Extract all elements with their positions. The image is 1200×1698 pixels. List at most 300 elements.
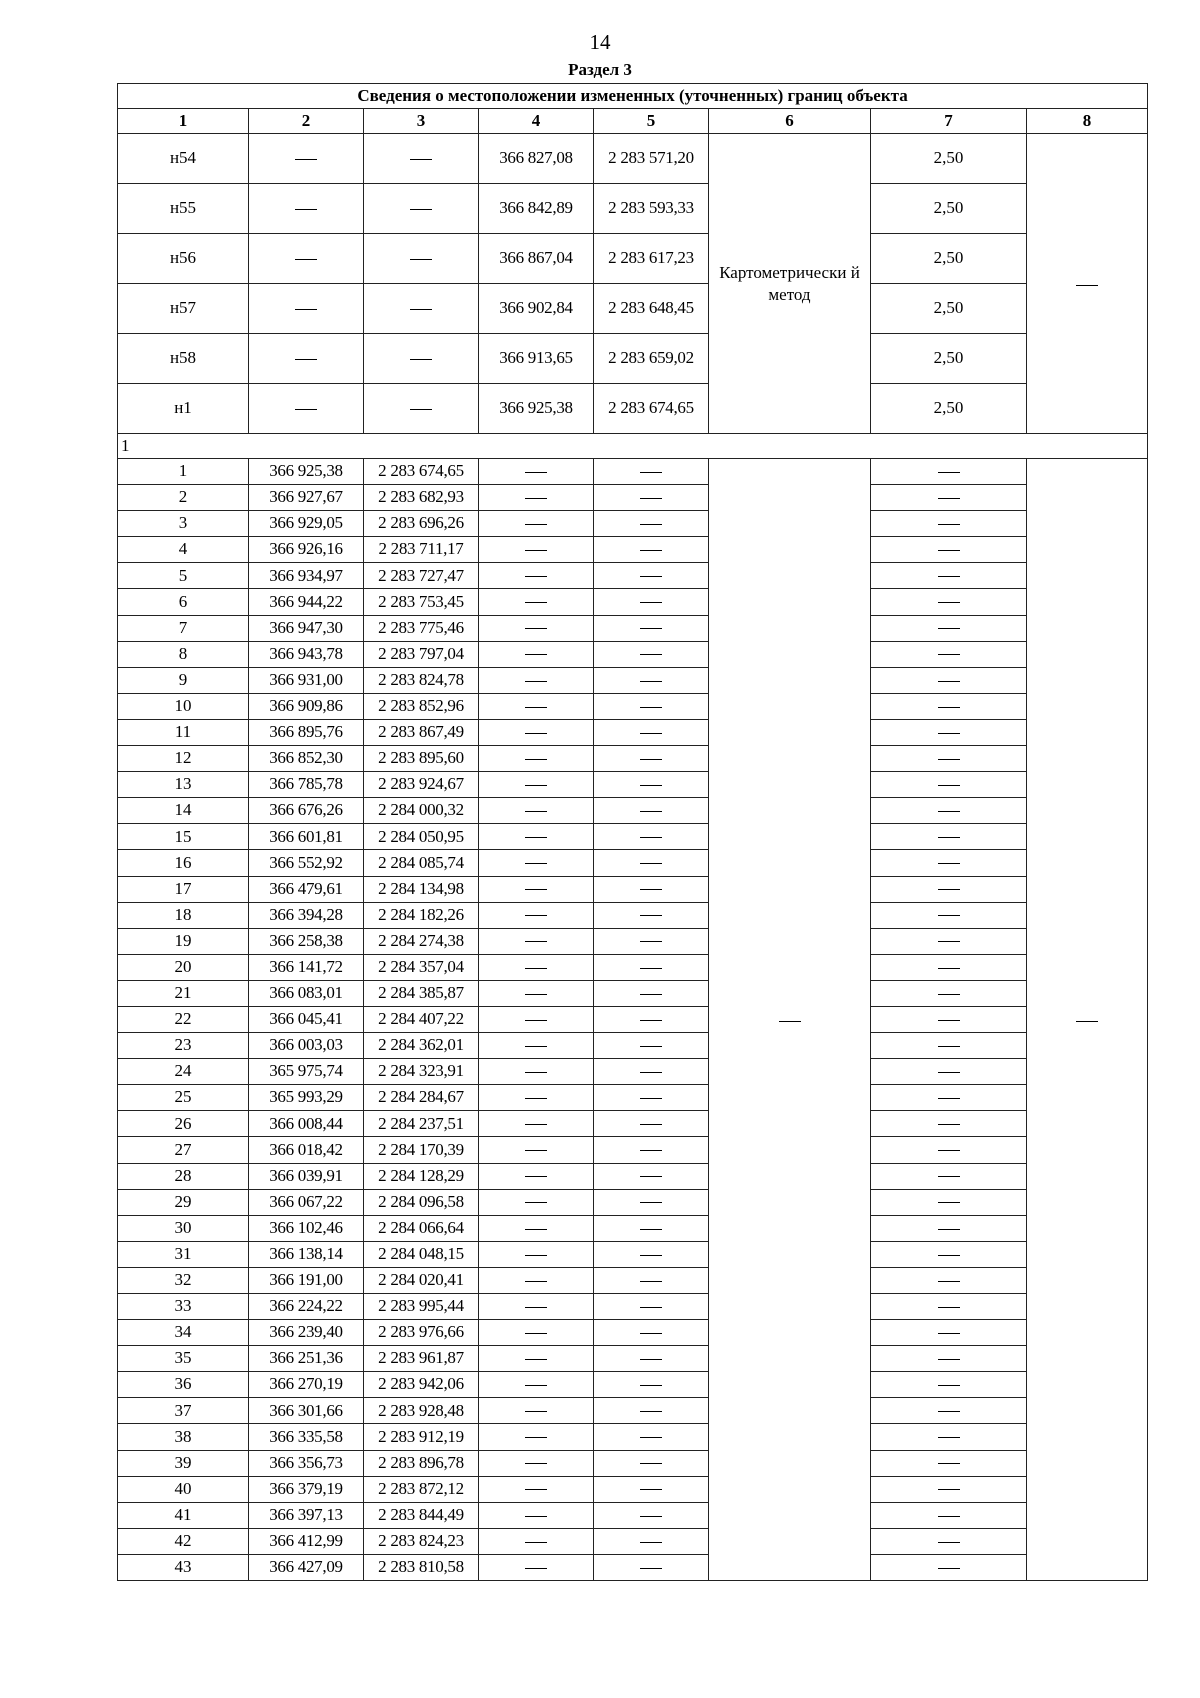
- dash-mark: [640, 889, 662, 890]
- cell-col7: [871, 902, 1027, 928]
- cell-col5: [594, 1528, 709, 1554]
- cell-col7: [871, 824, 1027, 850]
- cell-col7: [871, 1320, 1027, 1346]
- cell-col7: [871, 1554, 1027, 1580]
- cell-col7: [871, 1372, 1027, 1398]
- dash-mark: [779, 1021, 801, 1022]
- dash-mark: [295, 209, 317, 210]
- cell-coord-y: 2 284 182,26: [364, 902, 479, 928]
- cell-coord-y: 2 284 237,51: [364, 1111, 479, 1137]
- point-number: 38: [118, 1424, 249, 1450]
- dash-mark: [938, 994, 960, 995]
- dash-mark: [938, 863, 960, 864]
- contour-label: 1: [118, 434, 1148, 459]
- dash-mark: [640, 1046, 662, 1047]
- page-number: 14: [589, 30, 611, 54]
- table-row: [118, 824, 1148, 850]
- dash-mark: [525, 1229, 547, 1230]
- dash-mark: [525, 733, 547, 734]
- table-row: [118, 384, 1148, 434]
- cell-col4: [479, 1137, 594, 1163]
- cell-coord-x: 365 975,74: [249, 1059, 364, 1085]
- dash-mark: [525, 524, 547, 525]
- cell-coord-x: 366 102,46: [249, 1215, 364, 1241]
- cell-col4: [479, 1006, 594, 1032]
- point-number: 15: [118, 824, 249, 850]
- dash-mark: [938, 733, 960, 734]
- cell-coord-y: 2 284 000,32: [364, 798, 479, 824]
- dash-mark: [525, 628, 547, 629]
- dash-mark: [640, 941, 662, 942]
- cell-col4: [479, 1189, 594, 1215]
- cell-col7: [871, 1111, 1027, 1137]
- cell-coord-x: 366 909,86: [249, 693, 364, 719]
- cell-coord-x: 366 927,67: [249, 485, 364, 511]
- cell-col5: [594, 1163, 709, 1189]
- cell-col7: [871, 641, 1027, 667]
- dash-mark: [640, 1150, 662, 1151]
- table-row: [118, 1241, 1148, 1267]
- cell-col4: [479, 641, 594, 667]
- dash-mark: [410, 409, 432, 410]
- cell-coord-y: 2 284 284,67: [364, 1085, 479, 1111]
- cell-col5: [594, 980, 709, 1006]
- dash-mark: [525, 1020, 547, 1021]
- cell-col7: [871, 693, 1027, 719]
- column-number-4: 4: [479, 109, 594, 134]
- dash-mark: [938, 524, 960, 525]
- point-number: 33: [118, 1294, 249, 1320]
- cell-coord-y: 2 283 928,48: [364, 1398, 479, 1424]
- cell-col5: [594, 693, 709, 719]
- cell-coord-x: 366 427,09: [249, 1554, 364, 1580]
- dash-mark: [525, 1333, 547, 1334]
- cell-col7: [871, 876, 1027, 902]
- dash-mark: [938, 1359, 960, 1360]
- table-row: [118, 1215, 1148, 1241]
- dash-mark: [938, 1150, 960, 1151]
- point-number: 32: [118, 1267, 249, 1293]
- dash-mark: [938, 889, 960, 890]
- table-row: [118, 876, 1148, 902]
- cell-col7: [871, 850, 1027, 876]
- cell-col4: [479, 954, 594, 980]
- dash-mark: [938, 550, 960, 551]
- boundary-table: [117, 83, 1148, 1581]
- point-number: 2: [118, 485, 249, 511]
- table-row: [118, 234, 1148, 284]
- table-row: [118, 184, 1148, 234]
- dash-mark: [640, 837, 662, 838]
- table-row: [118, 1346, 1148, 1372]
- cell-col7: 2,50: [871, 234, 1027, 284]
- cell-coord-y: 2 283 674,65: [364, 459, 479, 485]
- cell-col2: [249, 134, 364, 184]
- dash-mark: [640, 628, 662, 629]
- dash-mark: [938, 472, 960, 473]
- dash-mark: [640, 1176, 662, 1177]
- cell-coord-x: 366 479,61: [249, 876, 364, 902]
- cell-coord-y: 2 283 976,66: [364, 1320, 479, 1346]
- cell-col4: [479, 1059, 594, 1085]
- cell-coord-y: 2 284 020,41: [364, 1267, 479, 1293]
- cell-coord-y: 2 284 385,87: [364, 980, 479, 1006]
- dash-mark: [525, 1307, 547, 1308]
- cell-col5: [594, 928, 709, 954]
- column-number-2: 2: [249, 109, 364, 134]
- dash-mark: [938, 1333, 960, 1334]
- cell-coord-x: 366 138,14: [249, 1241, 364, 1267]
- cell-coord-y: 2 284 048,15: [364, 1241, 479, 1267]
- cell-coord-x: 366 412,99: [249, 1528, 364, 1554]
- cell-coord-y: 2 283 696,26: [364, 511, 479, 537]
- table-row: [118, 641, 1148, 667]
- dash-mark: [525, 1072, 547, 1073]
- cell-col8-merged: [1027, 459, 1148, 1581]
- cell-col7: [871, 772, 1027, 798]
- dash-mark: [525, 1437, 547, 1438]
- dash-mark: [640, 915, 662, 916]
- point-number: 34: [118, 1320, 249, 1346]
- dash-mark: [640, 707, 662, 708]
- table-row: [118, 1059, 1148, 1085]
- dash-mark: [295, 259, 317, 260]
- dash-mark: [640, 1489, 662, 1490]
- cell-coord-x: 366 251,36: [249, 1346, 364, 1372]
- cell-col4: [479, 1346, 594, 1372]
- cell-col4: [479, 1528, 594, 1554]
- dash-mark: [938, 1385, 960, 1386]
- cell-coord-x: 366 379,19: [249, 1476, 364, 1502]
- table-row: [118, 746, 1148, 772]
- cell-col5: [594, 850, 709, 876]
- dash-mark: [525, 915, 547, 916]
- cell-col5: [594, 772, 709, 798]
- dash-mark: [295, 409, 317, 410]
- dash-mark: [295, 309, 317, 310]
- cell-coord-y: 2 284 407,22: [364, 1006, 479, 1032]
- cell-col7: 2,50: [871, 334, 1027, 384]
- dash-mark: [640, 1124, 662, 1125]
- column-number-7: 7: [871, 109, 1027, 134]
- dash-mark: [640, 550, 662, 551]
- cell-col5: [594, 902, 709, 928]
- cell-col7: [871, 511, 1027, 537]
- cell-col7: [871, 1137, 1027, 1163]
- cell-col4: [479, 459, 594, 485]
- cell-col5: [594, 615, 709, 641]
- cell-col7: [871, 980, 1027, 1006]
- cell-coord-x: 366 944,22: [249, 589, 364, 615]
- cell-col5: [594, 719, 709, 745]
- dash-mark: [525, 1411, 547, 1412]
- cell-coord-x: 366 934,97: [249, 563, 364, 589]
- dash-mark: [525, 1463, 547, 1464]
- cell-col4: [479, 719, 594, 745]
- cell-col4: [479, 1424, 594, 1450]
- cell-col5: [594, 641, 709, 667]
- cell-col5: [594, 1476, 709, 1502]
- dash-mark: [410, 359, 432, 360]
- cell-col4: [479, 980, 594, 1006]
- table-row: [118, 284, 1148, 334]
- dash-mark: [640, 1516, 662, 1517]
- cell-coord-y: 2 284 274,38: [364, 928, 479, 954]
- dash-mark: [295, 159, 317, 160]
- table-row: [118, 615, 1148, 641]
- point-id: н54: [118, 134, 249, 184]
- cell-col5: [594, 876, 709, 902]
- point-number: 37: [118, 1398, 249, 1424]
- dash-mark: [640, 785, 662, 786]
- cell-col7: [871, 1502, 1027, 1528]
- cell-col5: [594, 511, 709, 537]
- dash-mark: [640, 968, 662, 969]
- point-number: 25: [118, 1085, 249, 1111]
- table-row: [118, 667, 1148, 693]
- cell-coord-y: 2 283 659,02: [594, 334, 709, 384]
- cell-col4: [479, 902, 594, 928]
- dash-mark: [525, 1542, 547, 1543]
- dash-mark: [938, 1229, 960, 1230]
- column-number-8: 8: [1027, 109, 1148, 134]
- dash-mark: [640, 733, 662, 734]
- cell-col3: [364, 384, 479, 434]
- dash-mark: [938, 1542, 960, 1543]
- table-row: [118, 134, 1148, 184]
- table-row: [118, 1554, 1148, 1580]
- dash-mark: [938, 654, 960, 655]
- dash-mark: [640, 1202, 662, 1203]
- cell-coord-y: 2 283 961,87: [364, 1346, 479, 1372]
- dash-mark: [938, 1411, 960, 1412]
- cell-coord-x: 366 926,16: [249, 537, 364, 563]
- dash-mark: [525, 1098, 547, 1099]
- cell-col7: [871, 1398, 1027, 1424]
- cell-col4: [479, 1033, 594, 1059]
- dash-mark: [938, 1307, 960, 1308]
- cell-coord-y: 2 284 357,04: [364, 954, 479, 980]
- dash-mark: [938, 1255, 960, 1256]
- dash-mark: [640, 681, 662, 682]
- cell-col7: [871, 954, 1027, 980]
- cell-coord-y: 2 283 674,65: [594, 384, 709, 434]
- point-number: 11: [118, 719, 249, 745]
- dash-mark: [938, 1202, 960, 1203]
- cell-coord-y: 2 284 170,39: [364, 1137, 479, 1163]
- cell-coord-y: 2 283 844,49: [364, 1502, 479, 1528]
- point-number: 21: [118, 980, 249, 1006]
- cell-coord-y: 2 283 995,44: [364, 1294, 479, 1320]
- cell-coord-y: 2 283 872,12: [364, 1476, 479, 1502]
- dash-mark: [525, 1385, 547, 1386]
- dash-mark: [640, 811, 662, 812]
- table-row: [118, 1111, 1148, 1137]
- point-number: 13: [118, 772, 249, 798]
- cell-col5: [594, 1033, 709, 1059]
- point-number: 8: [118, 641, 249, 667]
- cell-coord-x: 366 676,26: [249, 798, 364, 824]
- cell-col4: [479, 1554, 594, 1580]
- cell-coord-x: 366 270,19: [249, 1372, 364, 1398]
- cell-col7: [871, 1241, 1027, 1267]
- point-number: 16: [118, 850, 249, 876]
- cell-coord-x: 366 224,22: [249, 1294, 364, 1320]
- point-number: 18: [118, 902, 249, 928]
- dash-mark: [525, 994, 547, 995]
- column-number-6: 6: [709, 109, 871, 134]
- dash-mark: [525, 968, 547, 969]
- cell-col4: [479, 876, 594, 902]
- cell-coord-x: 366 902,84: [479, 284, 594, 334]
- cell-col4: [479, 772, 594, 798]
- dash-mark: [640, 1385, 662, 1386]
- cell-col5: [594, 589, 709, 615]
- dash-mark: [525, 498, 547, 499]
- dash-mark: [525, 1046, 547, 1047]
- cell-coord-x: 366 943,78: [249, 641, 364, 667]
- point-number: 17: [118, 876, 249, 902]
- dash-mark: [525, 681, 547, 682]
- dash-mark: [525, 811, 547, 812]
- dash-mark: [640, 1098, 662, 1099]
- dash-mark: [938, 1568, 960, 1569]
- table-row: [118, 537, 1148, 563]
- cell-col4: [479, 1215, 594, 1241]
- cell-col7: [871, 1528, 1027, 1554]
- cell-col5: [594, 1215, 709, 1241]
- cell-coord-x: 366 045,41: [249, 1006, 364, 1032]
- dash-mark: [640, 1542, 662, 1543]
- cell-coord-x: 366 913,65: [479, 334, 594, 384]
- table-caption-row: [118, 84, 1148, 109]
- cell-col4: [479, 1294, 594, 1320]
- point-number: 1: [118, 459, 249, 485]
- dash-mark: [640, 602, 662, 603]
- cell-coord-y: 2 283 912,19: [364, 1424, 479, 1450]
- dash-mark: [938, 628, 960, 629]
- cell-col4: [479, 1320, 594, 1346]
- dash-mark: [640, 1255, 662, 1256]
- dash-mark: [410, 209, 432, 210]
- cell-col7: [871, 1033, 1027, 1059]
- cell-col3: [364, 134, 479, 184]
- cell-col7: [871, 615, 1027, 641]
- dash-mark: [525, 785, 547, 786]
- cell-coord-y: 2 283 867,49: [364, 719, 479, 745]
- cell-coord-y: 2 283 924,67: [364, 772, 479, 798]
- cell-col7: [871, 746, 1027, 772]
- cell-col3: [364, 234, 479, 284]
- dash-mark: [938, 785, 960, 786]
- point-number: 5: [118, 563, 249, 589]
- dash-mark: [525, 1150, 547, 1151]
- dash-mark: [525, 602, 547, 603]
- dash-mark: [525, 1568, 547, 1569]
- cell-col5: [594, 798, 709, 824]
- table-row: [118, 1189, 1148, 1215]
- cell-coord-y: 2 284 134,98: [364, 876, 479, 902]
- table-row: [118, 902, 1148, 928]
- point-number: 36: [118, 1372, 249, 1398]
- cell-coord-y: 2 283 727,47: [364, 563, 479, 589]
- dash-mark: [525, 707, 547, 708]
- cell-col7: 2,50: [871, 284, 1027, 334]
- cell-col5: [594, 667, 709, 693]
- cell-col7: [871, 1476, 1027, 1502]
- cell-col7: [871, 798, 1027, 824]
- dash-mark: [640, 524, 662, 525]
- cell-col8-merged: [1027, 134, 1148, 434]
- cell-col2: [249, 184, 364, 234]
- cell-col7: [871, 1215, 1027, 1241]
- cell-coord-x: 366 827,08: [479, 134, 594, 184]
- dash-mark: [1076, 285, 1098, 286]
- cell-coord-y: 2 284 323,91: [364, 1059, 479, 1085]
- cell-col7: [871, 459, 1027, 485]
- dash-mark: [525, 550, 547, 551]
- dash-mark: [525, 941, 547, 942]
- method-cell: Картометрически й метод: [709, 134, 871, 434]
- cell-coord-x: 366 191,00: [249, 1267, 364, 1293]
- dash-mark: [640, 1359, 662, 1360]
- cell-col5: [594, 1372, 709, 1398]
- cell-coord-x: 366 925,38: [479, 384, 594, 434]
- cell-coord-x: 366 258,38: [249, 928, 364, 954]
- cell-col2: [249, 234, 364, 284]
- dash-mark: [938, 1437, 960, 1438]
- point-number: 12: [118, 746, 249, 772]
- cell-col7: [871, 1294, 1027, 1320]
- cell-col7: [871, 589, 1027, 615]
- table-row: [118, 1267, 1148, 1293]
- point-id: н1: [118, 384, 249, 434]
- table-row: [118, 928, 1148, 954]
- cell-coord-x: 366 067,22: [249, 1189, 364, 1215]
- table-row: [118, 511, 1148, 537]
- dash-mark: [938, 759, 960, 760]
- cell-coord-x: 366 925,38: [249, 459, 364, 485]
- table-row: [118, 1320, 1148, 1346]
- cell-col5: [594, 1085, 709, 1111]
- dash-mark: [938, 576, 960, 577]
- table-row: [118, 850, 1148, 876]
- cell-coord-y: 2 283 617,23: [594, 234, 709, 284]
- cell-col4: [479, 1267, 594, 1293]
- point-number: 24: [118, 1059, 249, 1085]
- cell-coord-y: 2 283 682,93: [364, 485, 479, 511]
- dash-mark: [938, 1124, 960, 1125]
- point-number: 3: [118, 511, 249, 537]
- table-row: [118, 1294, 1148, 1320]
- point-number: 43: [118, 1554, 249, 1580]
- dash-mark: [938, 1516, 960, 1517]
- cell-col4: [479, 928, 594, 954]
- cell-coord-y: 2 283 711,17: [364, 537, 479, 563]
- table-body: [118, 84, 1148, 1581]
- cell-coord-x: 366 947,30: [249, 615, 364, 641]
- cell-col7: [871, 485, 1027, 511]
- cell-col7: [871, 1163, 1027, 1189]
- dash-mark: [938, 1463, 960, 1464]
- cell-col2: [249, 334, 364, 384]
- cell-col5: [594, 459, 709, 485]
- dash-mark: [640, 994, 662, 995]
- dash-mark: [938, 498, 960, 499]
- cell-col4: [479, 563, 594, 589]
- cell-coord-x: 366 931,00: [249, 667, 364, 693]
- dash-mark: [640, 1411, 662, 1412]
